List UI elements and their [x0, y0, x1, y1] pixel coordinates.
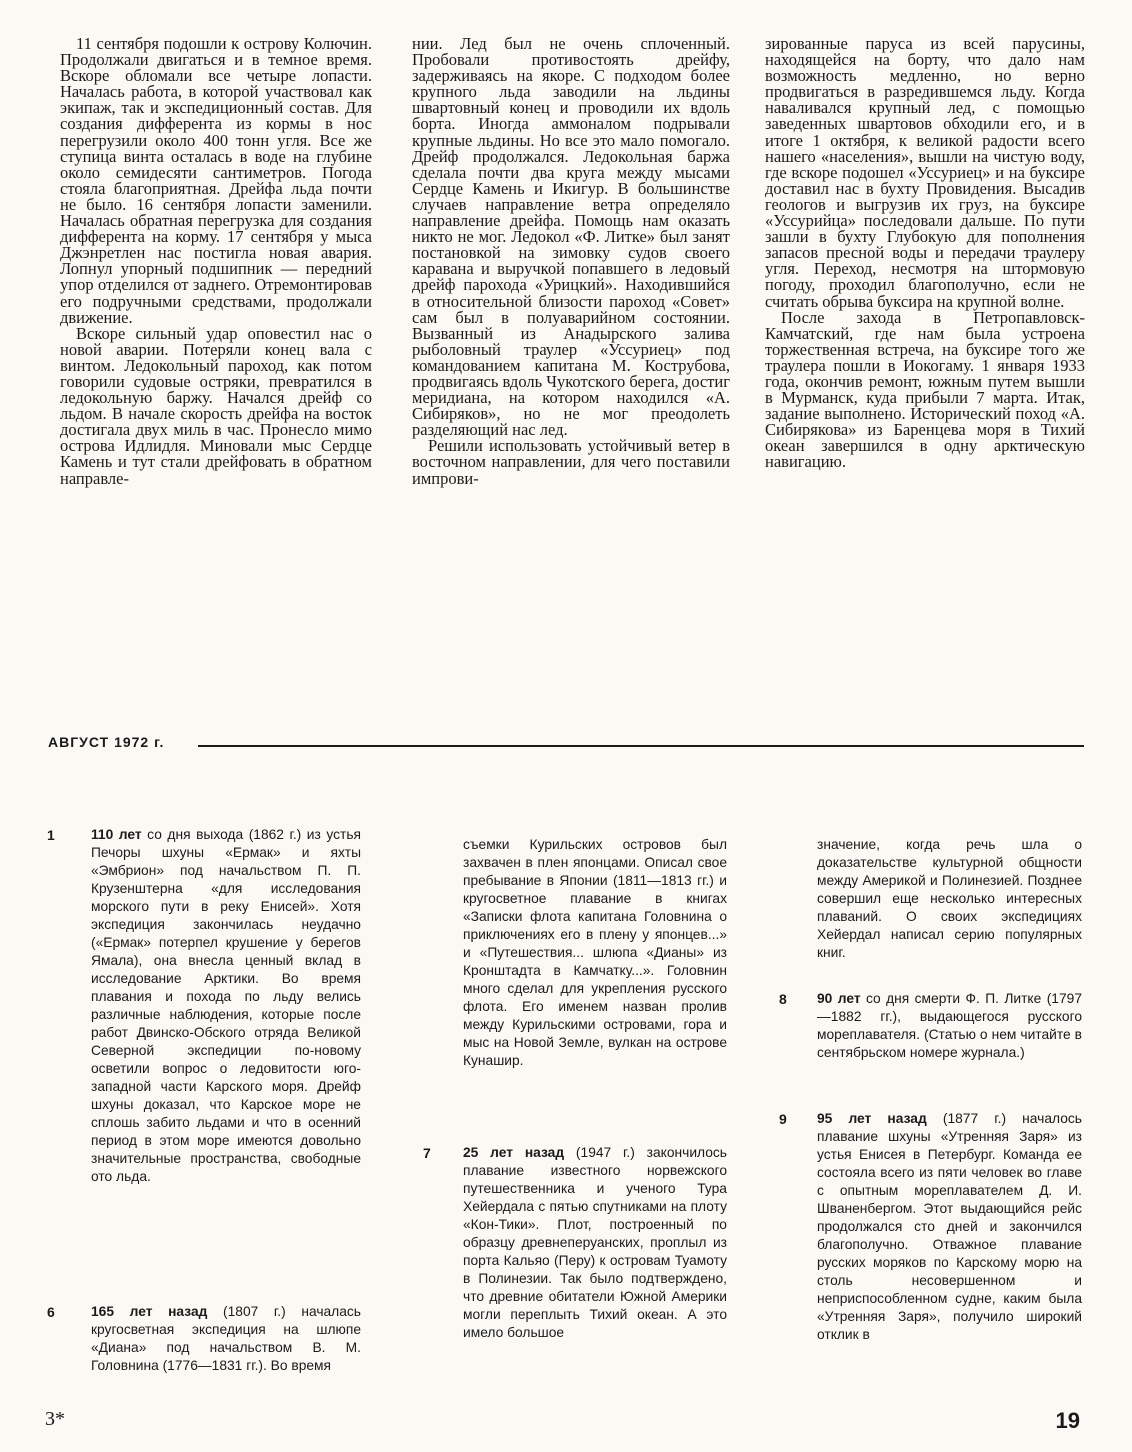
- event-lead: 165 лет назад: [91, 1304, 208, 1319]
- event-text: (1877 г.) началось плавание шхуны «Утренняя Заря» из устья Енисея в Петербург. Команда ее состояла всего из пяти человек во главе с опытным мореплавателем Д. И. Шваненбергом. Этот выдающийся рейс продолжался сто дней и закончился благополучно. Отважное плавание русских моряков по Карскому морю на столь несовершенном и неприспособленном судне, каким была «Утренняя Заря», получило широкий отклик в: [817, 1111, 1082, 1342]
- event-text: со дня выхода (1862 г.) из устья Печоры шхуны «Ермак» и яхты «Эмбрион» под начальством П. П. Крузенштерна «для исследования морского пути в реку Енисей». Хотя экспедиция закончилась неудачно («Ермак» потерпел крушение у берегов Ямала), она внесла ценный вклад в исследование Арктики. Во время плавания и похода по льду велись различные наблюдения, которые после работ Двинско-Обского отряда Великой Северной экспедиции по-новому осветили вопрос о ледовитости юго-западной части Карского моря. Дрейф шхуны доказал, что Карское море не сплошь забито льдами и что в осенний период в этом море имеются довольно значительные пространства, свободные ото льда.: [91, 827, 361, 1184]
- article-column-2: [412, 36, 730, 487]
- event-lead: 95 лет назад: [817, 1111, 927, 1126]
- event-entry: [47, 826, 361, 1186]
- article-paragraph: 11 сентября подошли к острову Колючин. Продолжали двигаться и в темное время. Вскоре обломали все четыре лопасти. Началась работа, в которой участвовал как экипаж, так и экспедиционный состав. Для создания дифферента из кормы в нос перегрузили около 400 тонн угля. Все же ступица винта осталась в воде на глубине около семидесяти сантиметров. Погода стояла благоприятная. Дрейфа льда почти не было. 16 сентября лопасти заменили. Началась обратная перегрузка для создания дифферента на корму. 17 сентября у мыса Джэнретлен нас постигла новая авария. Лопнул упорный подшипник — передний упор отделился от заднего. Отремонтировав его подручными средствами, продолжали движение.: [60, 34, 372, 327]
- event-day: 8: [779, 991, 787, 1007]
- event-day: 7: [423, 1145, 431, 1161]
- event-entry: [423, 1144, 727, 1342]
- event-day: 1: [47, 827, 55, 843]
- heading-rule: [198, 745, 1084, 747]
- event-continuation: съемки Курильских островов был захвачен в плен японцами. Описал свое пребывание в Японии (1811—1813 гг.) и кругосветное плавание в книгах «Записки флота капитана Головнина о приключениях его в плену у японцев...» и «Путешествия... шлюпа «Дианы» из Кронштадта в Камчатку...». Головнин много сделал для укрепления русского флота. Его именем назван пролив между Курильскими островами, гора и мыс на Новой Земле, вулкан на острове Кунашир.: [463, 837, 727, 1068]
- article-paragraph: Решили использовать устойчивый ветер в восточном направлении, для чего поставили импрови-: [412, 436, 730, 488]
- article-paragraph: зированные паруса из всей парусины, находящейся на борту, что дало нам возможность медленно, но верно продвигаться в разредившемся льду. Когда наваливался крупный лед, с помощью заведенных швартовов обходили его, и в итоге 1 октября, к великой радости всего нашего «населения», вышли на чистую воду, где вскоре подошел «Уссуриец» и на буксире доставил нас в бухту Провидения. Высадив геологов и выгрузив их груз, на буксире «Уссурийца» последовали дальше. По пути зашли в бухту Глубокую для пополнения запасов пресной воды и передачи траулеру угля. Переход, несмотря на штормовую погоду, проходил благополучно, если не считать обрыва буксира на крупной волне.: [765, 34, 1085, 311]
- article-paragraph: После захода в Петропавловск-Камчатский, где нам была устроена торжественная встреча, на буксире того же траулера пошли в Иокогаму. 1 января 1933 года, окончив ремонт, южным путем вышли в Мурманск, куда прибыли 7 марта. Итак, задание выполнено. Исторический поход «А. Сибирякова» из Баренцева моря в Тихий океан завершился в одну арктическую навигацию.: [765, 307, 1085, 472]
- signature-mark: 3*: [45, 1408, 65, 1430]
- event-continuation: значение, когда речь шла о доказательстве культурной общности между Америкой и Полинезией. Позднее совершил еще несколько интересных плаваний. О своих экспедициях Хейердал написал серию популярных книг.: [817, 837, 1082, 960]
- event-day: 9: [779, 1111, 787, 1127]
- event-text: (1947 г.) закончилось плавание известного норвежского путешественника и ученого Тура Хейердала с пятью спутниками на плоту «Кон-Тики». Плот, построенный по образцу древнеперуанских, проплыл из порта Кальяо (Перу) к островам Туамоту в Полинезии. Так было подтверждено, что древние обитатели Южной Америки могли переплыть Тихий океан. А это имело большое: [463, 1145, 727, 1340]
- event-entry: [779, 990, 1082, 1062]
- event-entry: [47, 1303, 361, 1375]
- article-paragraph: Вскоре сильный удар оповестил нас о новой аварии. Потеряли конец вала с винтом. Ледокольный пароход, как потом говорили судовые остряки, превратился в ледокольную баржу. Начался дрейф со льдом. В начале скорость дрейфа на восток достигала двух миль в час. Пронесло мимо острова Идлидля. Миновали мыс Сердце Камень и тут стали дрейфовать в обратном направле-: [60, 323, 372, 488]
- section-heading-label: АВГУСТ 1972 г.: [48, 734, 168, 750]
- page-number: 19: [1055, 1408, 1080, 1433]
- section-heading: [48, 734, 1084, 756]
- event-lead: 25 лет назад: [463, 1145, 565, 1160]
- event-lead: 110 лет: [91, 827, 142, 842]
- article-column-1: [60, 36, 372, 487]
- event-day: 6: [47, 1304, 55, 1320]
- event-lead: 90 лет: [817, 991, 861, 1006]
- article-paragraph: нии. Лед был не очень сплоченный. Пробовали противостоять дрейфу, задерживаясь на якоре. С подходом более крупного льда заводили на льдины швартовный конец и проводили их вдоль борта. Иногда аммоналом подрывали крупные льдины. Но все это мало помогало. Дрейф продолжался. Ледокольная баржа сделала почти два круга между мысами Сердце Камень и Икигур. В большинстве случаев направление ветра определяло направление дрейфа. Помощь нам оказать никто не мог. Ледокол «Ф. Литке» был занят постановкой на зимовку судов своего каравана и выручкой попавшего в ледовый дрейф парохода «Урицкий». Находившийся в относительной близости пароход «Совет» сам был в полуаварийном состоянии. Вызванный из Анадырского залива рыболовный траулер «Уссуриец» под командованием капитана М. Кострубова, продвигаясь вдоль Чукотского берега, достиг меридиана, на котором находился «А. Сибиряков», но не мог преодолеть разделяющий нас лед.: [412, 34, 730, 440]
- event-text: (1807 г.) началась кругосветная экспедиция на шлюпе «Диана» под начальством В. М. Головнина (1776—1831 гг.). Во время: [91, 1304, 361, 1373]
- event-text: со дня смерти Ф. П. Литке (1797—1882 гг.), выдающегося русского мореплавателя. (Статью о нем читайте в сентябрьском номере журнала.): [817, 991, 1082, 1060]
- event-entry: [779, 1110, 1082, 1344]
- article-column-3: [765, 36, 1085, 471]
